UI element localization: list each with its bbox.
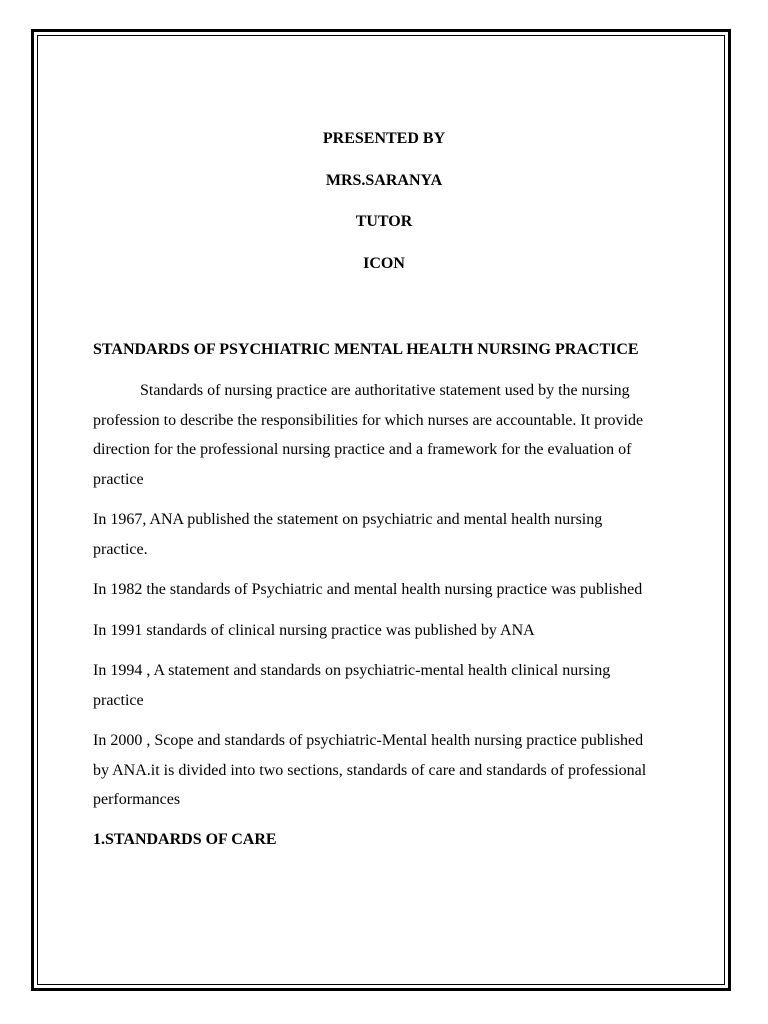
history-paragraph-1982: In 1982 the standards of Psychiatric and mental health nursing practice was published	[93, 581, 643, 598]
presented-by-label: PRESENTED BY	[322, 130, 446, 147]
history-paragraph-1994: In 1994 , A statement and standards on psychiatric-mental health clinical nursing practice	[93, 662, 611, 709]
document-body	[93, 335, 653, 855]
history-paragraph-1991: In 1991 standards of clinical nursing practice was published by ANA	[93, 621, 535, 639]
standards-of-care-heading: 1.STANDARDS OF CARE	[93, 830, 277, 848]
history-paragraph-1967: In 1967, ANA published the statement on psychiatric and mental health nursing practice.	[93, 511, 603, 558]
presenter-role: TUTOR	[355, 213, 413, 230]
history-paragraph-2000: In 2000 , Scope and standards of psychiatric-Mental health nursing practice published by ANA.it is divided into two sections, standards of care and standards of professional performances	[93, 732, 647, 808]
section-title: STANDARDS OF PSYCHIATRIC MENTAL HEALTH NURSING PRACTICE	[93, 341, 639, 358]
presenter-institution: ICON	[363, 255, 405, 272]
intro-paragraph: Standards of nursing practice are authoritative statement used by the nursing profession to describe the responsibilities for which nurses are accountable. It provide direction for the professional nursing practice and a framework for the evaluation of practice	[93, 382, 644, 488]
presenter-name: MRS.SARANYA	[325, 172, 443, 189]
